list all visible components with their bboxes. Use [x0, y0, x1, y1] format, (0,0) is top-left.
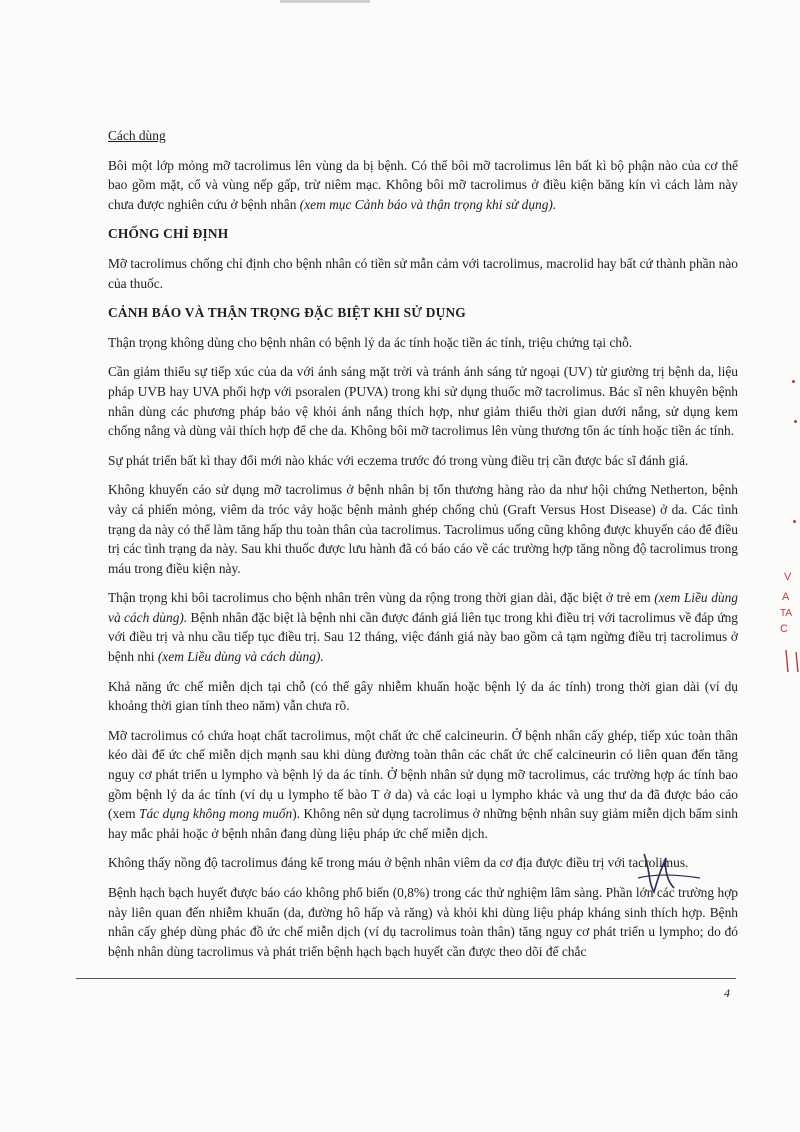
- red-stamp-icon: [762, 560, 800, 720]
- paragraph-usage: [108, 156, 738, 215]
- warning-5-reference-1: (xem Liều dùng và cách dùng).: [108, 590, 738, 625]
- warning-5-text-a: Thận trọng khi bôi tacrolimus cho bệnh nhân trên vùng da rộng trong thời gian dài, đặc biệt ở trẻ em: [108, 590, 655, 606]
- stamp-letter: A: [782, 591, 790, 603]
- heading-contraindications: CHỐNG CHỈ ĐỊNH: [108, 226, 229, 242]
- section-subhead: Cách dùng: [108, 128, 166, 143]
- stamp-letter: C: [780, 623, 788, 635]
- stamp-mark: [793, 520, 796, 523]
- paragraph-warning-4: Không khuyến cáo sử dụng mỡ tacrolimus ở bệnh nhân bị tổn thương hàng rào da như hội chứng Netherton, bệnh vảy cá phiến mỏng, viêm da tróc vảy hoặc bệnh mảnh ghép chống chủ (Graft Versus Host Disease) ở da. Các tình trạng da này có thể làm tăng hấp thu toàn thân của tacrolimus. Tacrolimus uống cũng không được khuyến cáo để điều trị các tình trạng da này. Sau khi thuốc được lưu hành đã có báo cáo về các trường hợp tăng nồng độ tacrolimus trong máu trong điều kiện này.: [108, 482, 738, 576]
- stamp-letter: V: [784, 571, 792, 583]
- paragraph-warning-1: Thận trọng không dùng cho bệnh nhân có bệnh lý da ác tính hoặc tiền ác tính, triệu chứng tại chỗ.: [108, 334, 633, 350]
- warning-7-reference: Tác dụng không mong muốn: [139, 806, 293, 822]
- warning-7-text-a: Mỡ tacrolimus có chứa hoạt chất tacrolimus, một chất ức chế calcineurin. Ở bệnh nhân cấy ghép, tiếp xúc toàn thân kéo dài để ức chế miễn dịch mạnh sau khi dùng đường toàn thân các chất ức chế calcineurin có liên quan đến tăng nguy cơ phát triển u lympho và bệnh lý da ác tính. Ở bệnh nhân sử dụng mỡ tacrolimus, các trường hợp ác tính bao gồm bệnh lý da ác tính (ví dụ u lympho tế bào T ở da) và các loại u lympho khác và ung thư da đã được báo cáo (xem: [108, 727, 738, 822]
- usage-reference: (xem mục Cảnh báo và thận trọng khi sử dụng).: [299, 196, 557, 212]
- handwritten-signature-icon: [604, 848, 714, 898]
- scan-mark: [280, 0, 370, 3]
- paragraph-warning-8: Không thấy nồng độ tacrolimus đáng kể trong máu ở bệnh nhân viêm da cơ địa được điều trị với tacrolimus.: [108, 855, 689, 871]
- paragraph-warning-5: [108, 588, 738, 666]
- paragraph-warning-7: [108, 726, 738, 844]
- stamp-letter: TA: [780, 608, 793, 619]
- heading-warnings: CẢNH BÁO VÀ THẬN TRỌNG ĐẶC BIỆT KHI SỬ DỤNG: [108, 305, 466, 321]
- paragraph-warning-9: Bệnh hạch bạch huyết được báo cáo không phổ biến (0,8%) trong các thử nghiệm lâm sàng. Phần lớn các trường hợp này liên quan đến nhiễm khuẩn (da, đường hô hấp và răng) và khỏi khi dùng liệu pháp kháng sinh thích hợp. Bệnh nhân cấy ghép dùng phác đồ ức chế miễn dịch (ví dụ tacrolimus toàn thân) tăng nguy cơ phát triển u lympho; do đó bệnh nhân dùng tacrolimus và phát triển bệnh hạch bạch huyết cần được theo dõi để chắc: [108, 885, 738, 959]
- usage-text: Bôi một lớp mỏng mỡ tacrolimus lên vùng da bị bệnh. Có thể bôi mỡ tacrolimus lên bất kì bộ phận nào của cơ thể bao gồm mặt, cổ và vùng nếp gấp, trừ niêm mạc. Không bôi mỡ tacrolimus ở điều kiện băng kín vì cách làm này chưa được nghiên cứu ở bệnh nhân: [108, 157, 738, 212]
- document-body: [108, 126, 738, 971]
- paragraph-warning-2: Cần giảm thiểu sự tiếp xúc của da với ánh sáng mặt trời và tránh ánh sáng tử ngoại (UV) từ giường trị bệnh da, liệu pháp UVB hay UVA phối hợp với psoralen (PUVA) trong khi sử dụng thuốc mỡ tacrolimus. Bác sĩ nên khuyên bệnh nhân dùng các phương pháp bảo vệ khỏi ánh nắng thích hợp, như giảm thiểu thời gian dưới nắng, sử dụng kem chống nắng và dùng vải thích hợp để che da. Không bôi mỡ tacrolimus lên vùng thương tổn ác tính hoặc tiền ác tính.: [108, 364, 738, 439]
- paragraph-warning-6: Khả năng ức chế miễn dịch tại chỗ (có thể gây nhiễm khuẩn hoặc bệnh lý da ác tính) trong thời gian dài (ví dụ khoảng thời gian tính theo năm) vẫn chưa rõ.: [108, 678, 738, 714]
- paragraph-warning-3: Sự phát triển bất kì thay đổi mới nào khác với eczema trước đó trong vùng điều trị cần được bác sĩ đánh giá.: [108, 452, 689, 468]
- footer-divider: [76, 978, 736, 979]
- warning-5-reference-2: (xem Liều dùng và cách dùng).: [157, 649, 324, 665]
- stamp-mark: [794, 420, 797, 423]
- warning-5-text-b: Bệnh nhân đặc biệt là bệnh nhi cần được đánh giá liên tục trong khi điều trị với tacrolimus về đáp ứng với điều trị và nhu cầu tiếp tục điều trị. Sau 12 tháng, việc đánh giá này bao gồm cả tạm ngừng điều trị tacrolimus ở bệnh nhi: [108, 609, 738, 665]
- warning-7-text-b: ). Không nên sử dụng tacrolimus ở những bệnh nhân suy giảm miễn dịch bẩm sinh hay mắc phải hoặc ở bệnh nhân đang dùng liệu pháp ức chế miễn dịch.: [108, 806, 738, 841]
- stamp-mark: [792, 380, 795, 383]
- paragraph-contraindications: Mỡ tacrolimus chống chỉ định cho bệnh nhân có tiền sử mẫn cảm với tacrolimus, macrolid hay bất cứ thành phần nào của thuốc.: [108, 255, 738, 291]
- page-number: 4: [724, 986, 730, 1000]
